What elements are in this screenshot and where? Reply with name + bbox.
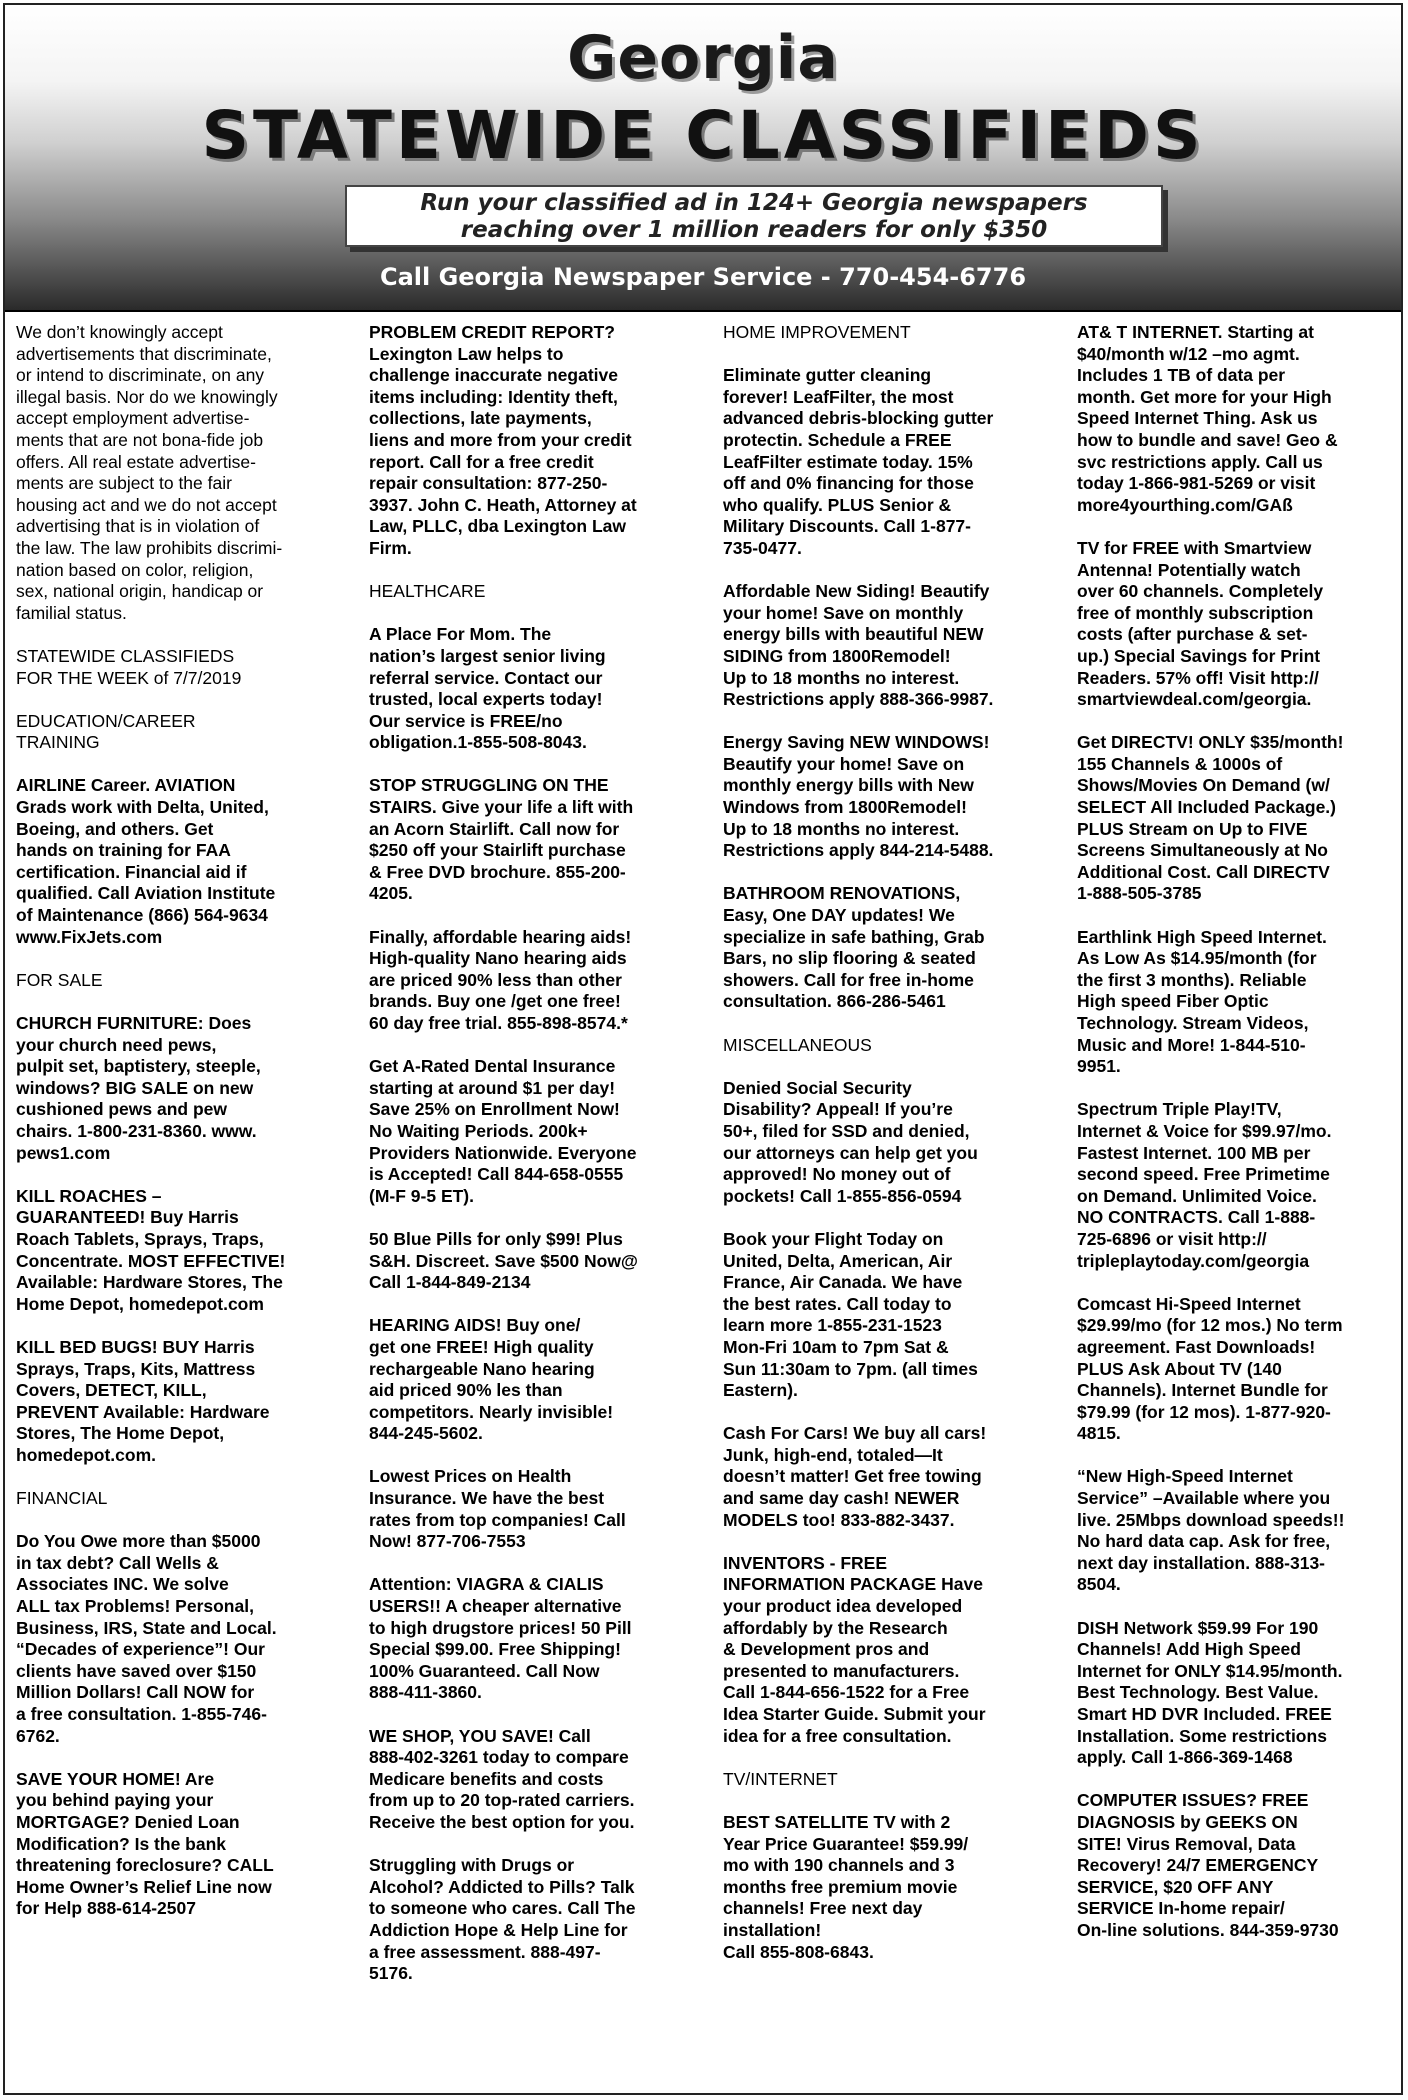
- classified-ad: Comcast Hi-Speed Internet $29.99/mo (for 12 mos.) No term agreement. Fast Downloads! PLUS Ask About TV (140 Channels). Internet Bundle for $79.99 (for 12 mos). 1-877-920- 4815.: [1077, 1293, 1343, 1444]
- classifieds-page: [3, 3, 1403, 2095]
- column-2: [369, 322, 705, 2006]
- classified-ad: A Place For Mom. The nation’s largest senior living referral service. Contact our trusted, local experts today! Our service is FREE/no obligation.1-855-508-8043.: [369, 624, 606, 753]
- classified-ad: STOP STRUGGLING ON THE STAIRS. Give your life a lift with an Acorn Stairlift. Call now for $250 off your Stairlift purchase & Free DVD brochure. 855-200- 4205.: [369, 775, 634, 904]
- classified-ad: PROBLEM CREDIT REPORT? Lexington Law helps to challenge inaccurate negative items including: Identity theft, collections, late payments, liens and more from your credit report. Call for a free credit repair consultation: 877-250- 3937. John C. Heath, Attorney at Law, PLLC, dba Lexington Law Firm.: [369, 322, 637, 558]
- classified-ad: Lowest Prices on Health Insurance. We have the best rates from top companies! Call Now! 877-706-7553: [369, 1466, 626, 1552]
- classified-ad: Finally, affordable hearing aids! High-quality Nano hearing aids are priced 90% less than other brands. Buy one /get one free! 60 day free trial. 855-898-8574.*: [369, 926, 632, 1033]
- classified-ad: Attention: VIAGRA & CIALIS USERS!! A cheaper alternative to high drugstore prices! 50 Pill Special $99.00. Free Shipping! 100% Guaranteed. Call Now 888-411-3860.: [369, 1574, 632, 1703]
- classified-ad: INVENTORS - FREE INFORMATION PACKAGE Have your product idea developed affordably by the Research & Development pros and presented to manufacturers. Call 1-844-656-1522 for a Free Idea Starter Guide. Submit your idea for a free consultation.: [723, 1552, 986, 1746]
- classified-ad: Struggling with Drugs or Alcohol? Addicted to Pills? Talk to someone who cares. Call The Addiction Hope & Help Line for a free assessment. 888-497- 5176.: [369, 1855, 636, 1984]
- classified-ad: TV for FREE with Smartview Antenna! Potentially watch over 60 channels. Completely free of monthly subscription costs (after purchase & set- up.) Special Savings for Print Readers. 57% off! Visit http:// smartviewdeal.com/georgia.: [1077, 537, 1324, 710]
- classified-ad: HEARING AIDS! Buy one/ get one FREE! High quality rechargeable Nano hearing aid priced 90% les than competitors. Nearly invisible! 844-245-5602.: [369, 1315, 614, 1444]
- masthead-title: STATEWIDE CLASSIFIEDS: [201, 97, 1205, 174]
- section-heading: STATEWIDE CLASSIFIEDS FOR THE WEEK of 7/7/2019: [16, 645, 242, 688]
- classified-ad: “New High-Speed Internet Service” –Available where you live. 25Mbps download speeds!! No hard data cap. Ask for free, next day installation. 888-313- 8504.: [1077, 1466, 1345, 1595]
- classified-ad: AIRLINE Career. AVIATION Grads work with Delta, United, Boeing, and others. Get hands on training for FAA certification. Financial aid if qualified. Call Aviation Institute of Maintenance (866) 564-9634 www.FixJets.com: [16, 775, 276, 947]
- tagline-text: Run your classified ad in 124+ Georgia newspapers reaching over 1 million readers for only $350: [420, 190, 1088, 243]
- classified-ad: Earthlink High Speed Internet. As Low As $14.95/month (for the first 3 months). Reliable High speed Fiber Optic Technology. Stream Videos, Music and More! 1-844-510- 9951.: [1077, 926, 1327, 1077]
- classified-ad: Eliminate gutter cleaning forever! LeafFilter, the most advanced debris-blocking gutter protectin. Schedule a FREE LeafFilter estimate today. 15% off and 0% financing for those who qualify. PLUS Senior & Military Discounts. Call 1-877- 735-0477.: [723, 365, 994, 558]
- classified-ad: Affordable New Siding! Beautify your home! Save on monthly energy bills with beautiful NEW SIDING from 1800Remodel! Up to 18 months no interest. Restrictions apply 888-366-9987.: [723, 581, 994, 710]
- masthead-state: Georgia: [567, 23, 839, 93]
- disclaimer-text: We don’t knowingly accept advertisements that discriminate, or intend to discriminate, on any illegal basis. Nor do we knowingly accept employment advertise- ments that are not bona-fide job offers. All real estate advertise- ments are subject to the fair housing act and we do not accept advertising that is in violation of the law. The law prohibits discrimi- nation based on color, religion, sex, national origin, handicap or familial status.: [16, 322, 283, 623]
- tagline-box: [345, 185, 1163, 247]
- section-heading: FOR SALE: [16, 969, 103, 990]
- classified-ad: Spectrum Triple Play!TV, Internet & Voice for $99.97/mo. Fastest Internet. 100 MB per second speed. Free Primetime on Demand. Unlimited Voice. NO CONTRACTS. Call 1-888- 725-6896 or visit http:// tripleplaytoday.com/georgia: [1077, 1099, 1332, 1271]
- classified-ad: KILL ROACHES – GUARANTEED! Buy Harris Roach Tablets, Sprays, Traps, Concentrate. MOST EFFECTIVE! Available: Hardware Stores, The Home Depot, homedepot.com: [16, 1185, 286, 1314]
- call-line: Call Georgia Newspaper Service - 770-454-6776: [379, 263, 1027, 291]
- section-heading: HEALTHCARE: [369, 581, 486, 602]
- classified-ad: BEST SATELLITE TV with 2 Year Price Guarantee! $59.99/ mo with 190 channels and 3 months free premium movie channels! Free next day installation! Call 855-808-6843.: [723, 1811, 969, 1962]
- classified-ad: 50 Blue Pills for only $99! Plus S&H. Discreet. Save $500 Now@ Call 1-844-849-2134: [369, 1228, 638, 1293]
- classified-ad: Denied Social Security Disability? Appeal! If you’re 50+, filed for SSD and denied, our attorneys can help get you approved! No money out of pockets! Call 1-855-856-0594: [723, 1077, 978, 1206]
- classified-ad: Energy Saving NEW WINDOWS! Beautify your home! Save on monthly energy bills with New Windows from 1800Remodel! Up to 18 months no interest. Restrictions apply 844-214-5488.: [723, 732, 994, 861]
- classified-ad: COMPUTER ISSUES? FREE DIAGNOSIS by GEEKS ON SITE! Virus Removal, Data Recovery! 24/7 EMERGENCY SERVICE, $20 OFF ANY SERVICE In-home repair/ On-line solutions. 844-359-9730: [1077, 1790, 1339, 1940]
- classified-ad: CHURCH FURNITURE: Does your church need pews, pulpit set, baptistery, steeple, windows? BIG SALE on new cushioned pews and pew chairs. 1-800-231-8360. www. pews1.com: [16, 1013, 261, 1163]
- section-heading: HOME IMPROVEMENT: [723, 322, 911, 342]
- column-3: [723, 322, 1059, 1985]
- section-heading: EDUCATION/CAREER TRAINING: [16, 710, 196, 753]
- classified-ad: Get DIRECTV! ONLY $35/month! 155 Channels & 1000s of Shows/Movies On Demand (w/ SELECT All Included Package.) PLUS Stream on Up to FIVE Screens Simultaneously at No Additional Cost. Call DIRECTV 1-888-505-3785: [1077, 732, 1344, 904]
- classified-ad: Get A-Rated Dental Insurance starting at around $1 per day! Save 25% on Enrollment Now! No Waiting Periods. 200k+ Providers Nationwide. Everyone is Accepted! Call 844-658-0555 (M-F 9-5 ET).: [369, 1056, 637, 1206]
- masthead: [5, 5, 1401, 312]
- column-4: [1077, 322, 1408, 1963]
- section-heading: MISCELLANEOUS: [723, 1034, 872, 1055]
- section-heading: FINANCIAL: [16, 1488, 108, 1509]
- classified-ad: BATHROOM RENOVATIONS, Easy, One DAY updates! We specialize in safe bathing, Grab Bars, no slip flooring & seated showers. Call for free in-home consultation. 866-286-5461: [723, 883, 985, 1012]
- classified-ad: Cash For Cars! We buy all cars! Junk, high-end, totaled—It doesn’t matter! Get free towing and same day cash! NEWER MODELS too! 833-882-3437.: [723, 1423, 987, 1530]
- classified-ad: Book your Flight Today on United, Delta, American, Air France, Air Canada. We have the best rates. Call today to learn more 1-855-231-1523 Mon-Fri 10am to 7pm Sat & Sun 11:30am to 7pm. (all times Eastern).: [723, 1228, 978, 1401]
- classified-ad: AT& T INTERNET. Starting at $40/month w/12 –mo agmt. Includes 1 TB of data per month. Get more for your High Speed Internet Thing. Ask us how to bundle and save! Geo & svc restrictions apply. Call us today 1-866-981-5269 or visit more4yourthing.com/GAß: [1077, 322, 1338, 515]
- classified-ad: WE SHOP, YOU SAVE! Call 888-402-3261 today to compare Medicare benefits and costs from up to 20 top-rated carriers. Receive the best option for you.: [369, 1725, 635, 1832]
- column-1: [16, 322, 346, 1942]
- section-heading: TV/INTERNET: [723, 1768, 838, 1789]
- classified-ad: SAVE YOUR HOME! Are you behind paying your MORTGAGE? Denied Loan Modification? Is the bank threatening foreclosure? CALL Home Owner’s Relief Line now for Help 888-614-2507: [16, 1768, 274, 1919]
- classified-ad: KILL BED BUGS! BUY Harris Sprays, Traps, Kits, Mattress Covers, DETECT, KILL, PREVENT Available: Hardware Stores, The Home Depot, homedepot.com.: [16, 1336, 270, 1465]
- classified-ad: DISH Network $59.99 For 190 Channels! Add High Speed Internet for ONLY $14.95/month. Best Technology. Best Value. Smart HD DVR Included. FREE Installation. Some restrictions apply. Call 1-866-369-1468: [1077, 1617, 1343, 1768]
- classified-ad: Do You Owe more than $5000 in tax debt? Call Wells & Associates INC. We solve ALL tax Problems! Personal, Business, IRS, State and Local. “Decades of experience”! Our clients have saved over $150 Million Dollars! Call NOW for a free consultation. 1-855-746- 6762.: [16, 1531, 277, 1746]
